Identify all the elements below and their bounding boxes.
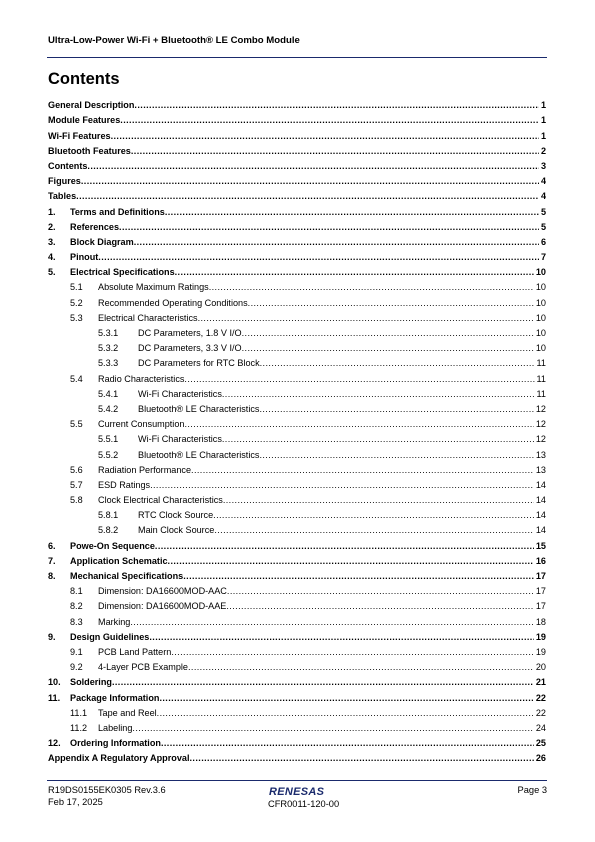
toc-entry[interactable]	[48, 400, 546, 415]
toc-entry-label: Electrical Specifications	[70, 267, 175, 278]
toc-entry-number: 8.2	[70, 601, 83, 612]
toc-entry-page: 10	[535, 267, 546, 278]
toc-entry-number: 2.	[48, 221, 56, 232]
toc-entry-page: 21	[535, 677, 546, 688]
toc-entry-label: Pinout	[70, 252, 99, 263]
toc-entry-label: Soldering	[70, 677, 112, 688]
toc-entry-page: 22	[535, 707, 546, 718]
toc-entry[interactable]	[48, 643, 546, 658]
toc-entry[interactable]	[48, 491, 546, 506]
toc-entry-number: 5.8	[70, 495, 83, 506]
toc-entry-page: 14	[535, 495, 546, 506]
toc-entry-label: DC Parameters for RTC Block	[138, 358, 260, 369]
toc-entry-page: 17	[535, 571, 546, 581]
toc-entry-label: Block Diagram	[70, 236, 134, 247]
toc-leader-dots	[214, 525, 534, 536]
toc-leader-dots	[184, 419, 533, 430]
toc-entry-label: Figures	[48, 176, 81, 187]
toc-entry-number: 11.1	[70, 707, 88, 718]
toc-entry-page: 14	[535, 525, 546, 536]
toc-entry-page: 5	[540, 206, 546, 217]
toc-leader-dots	[134, 100, 539, 111]
toc-entry[interactable]	[48, 430, 546, 445]
toc-entry-label: Bluetooth® LE Characteristics	[138, 403, 260, 414]
toc-leader-dots	[184, 374, 534, 385]
toc-entry[interactable]	[48, 461, 546, 476]
toc-entry-number: 6.	[48, 540, 56, 551]
toc-entry-label: Wi-Fi Characteristics	[138, 388, 222, 399]
toc-entry[interactable]	[48, 278, 546, 293]
table-of-contents	[48, 96, 546, 764]
toc-entry-number: 5.2	[70, 297, 83, 308]
toc-entry-page: 7	[540, 252, 546, 263]
toc-entry-page: 12	[535, 403, 546, 414]
toc-entry[interactable]	[48, 126, 546, 141]
toc-leader-dots	[191, 465, 534, 476]
toc-entry-page: 19	[535, 631, 546, 642]
toc-entry-number: 5.5	[70, 419, 83, 430]
toc-entry-label: Application Schematic	[70, 555, 168, 566]
toc-entry-page: 10	[535, 328, 546, 338]
toc-entry[interactable]	[48, 552, 546, 567]
toc-entry[interactable]	[48, 476, 546, 491]
toc-entry[interactable]	[48, 734, 546, 749]
toc-entry-number: 5.5.1	[98, 434, 119, 445]
toc-entry-page: 1	[540, 115, 546, 126]
toc-entry-number: 5.3	[70, 312, 83, 323]
toc-leader-dots	[209, 282, 534, 293]
toc-leader-dots	[149, 632, 534, 643]
toc-leader-dots	[175, 267, 534, 278]
toc-leader-dots	[222, 389, 535, 400]
toc-entry-number: 8.	[48, 571, 56, 581]
toc-leader-dots	[161, 738, 534, 749]
toc-leader-dots	[189, 753, 533, 764]
toc-entry-page: 6	[540, 236, 546, 247]
toc-entry[interactable]	[48, 187, 546, 202]
toc-entry[interactable]	[48, 415, 546, 430]
toc-entry-label: Clock Electrical Characteristics	[98, 495, 223, 506]
toc-leader-dots	[119, 222, 539, 233]
toc-entry-label: Wi-Fi Characteristics	[138, 434, 222, 445]
toc-entry-page: 19	[535, 646, 546, 657]
toc-entry-label: Module Features	[48, 115, 121, 126]
toc-entry-page: 26	[535, 753, 546, 764]
toc-entry-label: Tables	[48, 191, 77, 202]
toc-leader-dots	[155, 541, 534, 552]
toc-entry[interactable]	[48, 142, 546, 157]
toc-entry-label: Tape and Reel	[98, 707, 157, 718]
toc-entry[interactable]	[48, 597, 546, 612]
toc-entry-page: 14	[535, 510, 546, 521]
toc-entry[interactable]	[48, 309, 546, 324]
toc-entry-number: 5.3.1	[98, 328, 119, 338]
toc-entry-label: General Description	[48, 100, 135, 111]
toc-entry[interactable]	[48, 172, 546, 187]
toc-entry[interactable]	[48, 96, 546, 111]
toc-leader-dots	[165, 207, 539, 218]
toc-leader-dots	[131, 146, 539, 157]
toc-entry-number: 12.	[48, 738, 61, 749]
toc-entry[interactable]	[48, 628, 546, 643]
toc-entry-label: Marking	[98, 616, 131, 627]
toc-entry-label: Absolute Maximum Ratings	[98, 282, 209, 293]
toc-entry[interactable]	[48, 339, 546, 354]
toc-entry-page: 16	[535, 555, 546, 566]
toc-entry-page: 11	[536, 358, 546, 369]
footer-form-code: CFR0011-120-00	[268, 799, 340, 809]
toc-entry-number: 5.6	[70, 464, 83, 475]
toc-entry[interactable]	[48, 658, 546, 673]
renesas-logo	[265, 784, 345, 798]
toc-entry-label: Dimension: DA16600MOD-AAE	[98, 601, 227, 612]
toc-entry-page: 22	[535, 692, 546, 703]
toc-entry[interactable]	[48, 536, 546, 551]
toc-entry[interactable]	[48, 445, 546, 460]
toc-entry-page: 17	[535, 601, 546, 612]
toc-entry-number: 5.5.2	[98, 449, 119, 460]
toc-entry-number: 5.4.2	[98, 403, 119, 414]
toc-leader-dots	[259, 404, 533, 415]
toc-entry[interactable]	[48, 218, 546, 233]
toc-entry[interactable]	[48, 704, 546, 719]
toc-leader-dots	[183, 571, 534, 582]
toc-leader-dots	[226, 601, 534, 612]
toc-entry-label: Appendix A Regulatory Approval	[48, 753, 190, 764]
toc-entry[interactable]	[48, 582, 546, 597]
toc-leader-dots	[171, 647, 534, 658]
toc-entry-label: Electrical Characteristics	[98, 312, 198, 323]
toc-entry-number: 5.8.1	[98, 510, 119, 521]
toc-entry-page: 12	[535, 419, 546, 430]
toc-entry-label: Bluetooth Features	[48, 145, 131, 156]
footer-doc-number: R19DS0155EK0305 Rev.3.6	[48, 785, 166, 795]
toc-entry[interactable]	[48, 324, 546, 339]
running-header: Ultra-Low-Power Wi-Fi + Bluetooth® LE Combo Module	[48, 35, 300, 46]
toc-entry-page: 10	[535, 282, 546, 293]
toc-entry[interactable]	[48, 111, 546, 126]
header-rule	[47, 57, 547, 58]
toc-leader-dots	[112, 677, 534, 688]
toc-entry-label: Labeling	[98, 722, 133, 733]
toc-entry-label: Bluetooth® LE Characteristics	[138, 449, 260, 460]
toc-entry[interactable]	[48, 506, 546, 521]
toc-leader-dots	[130, 617, 534, 628]
toc-entry-label: RTC Clock Source	[138, 510, 214, 521]
toc-entry-label: Dimension: DA16600MOD-AAC	[98, 586, 227, 597]
toc-entry-number: 5.3.3	[98, 358, 119, 369]
toc-entry[interactable]	[48, 233, 546, 248]
toc-entry-page: 10	[535, 312, 546, 323]
toc-entry-number: 4.	[48, 252, 56, 263]
toc-entry-number: 10.	[48, 677, 61, 688]
toc-entry-number: 9.1	[70, 646, 83, 657]
toc-entry-number: 5.4	[70, 373, 83, 384]
toc-entry[interactable]	[48, 248, 546, 263]
toc-leader-dots	[81, 176, 539, 187]
toc-leader-dots	[132, 723, 533, 734]
toc-entry[interactable]	[48, 688, 546, 703]
toc-entry-label: Ordering Information	[70, 738, 161, 749]
toc-entry-label: References	[70, 221, 120, 232]
toc-entry-label: Radiation Performance	[98, 464, 192, 475]
toc-entry-page: 2	[540, 145, 546, 156]
renesas-logo-text: RENESAS	[269, 786, 325, 798]
toc-entry-number: 3.	[48, 236, 56, 247]
toc-leader-dots	[157, 708, 534, 719]
toc-entry-label: 4-Layer PCB Example	[98, 662, 188, 673]
toc-leader-dots	[120, 115, 539, 126]
toc-entry-page: 25	[535, 738, 546, 749]
toc-entry-label: ESD Ratings	[98, 479, 151, 490]
toc-entry-number: 8.1	[70, 586, 83, 597]
toc-entry[interactable]	[48, 293, 546, 308]
toc-leader-dots	[168, 556, 534, 567]
toc-entry[interactable]	[48, 369, 546, 384]
toc-entry-page: 24	[535, 722, 546, 733]
toc-leader-dots	[188, 662, 534, 673]
footer-page-number: Page 3	[517, 785, 547, 795]
toc-entry-page: 15	[535, 540, 546, 551]
toc-leader-dots	[227, 586, 534, 597]
toc-leader-dots	[111, 131, 539, 142]
toc-entry-number: 9.	[48, 631, 56, 642]
toc-entry[interactable]	[48, 157, 546, 172]
footer-date: Feb 17, 2025	[48, 797, 103, 807]
toc-entry-label: Recommended Operating Conditions	[98, 297, 248, 308]
toc-leader-dots	[159, 693, 533, 704]
toc-leader-dots	[223, 495, 534, 506]
toc-entry-page: 11	[536, 388, 546, 399]
toc-entry-number: 1.	[48, 206, 56, 217]
toc-entry-page: 1	[540, 130, 546, 141]
toc-entry-label: DC Parameters, 3.3 V I/O	[138, 343, 242, 354]
toc-entry-label: Current Consumption	[98, 419, 185, 430]
toc-entry-label: Main Clock Source	[138, 525, 215, 536]
toc-entry[interactable]	[48, 673, 546, 688]
toc-entry-label: Radio Characteristics	[98, 373, 185, 384]
toc-entry-page: 3	[540, 160, 546, 171]
toc-entry-number: 8.3	[70, 616, 83, 627]
toc-entry-label: Design Guidelines	[70, 631, 150, 642]
toc-leader-dots	[222, 434, 534, 445]
toc-entry-page: 18	[535, 616, 546, 627]
toc-leader-dots	[248, 298, 534, 309]
toc-entry-page: 12	[535, 434, 546, 445]
toc-leader-dots	[260, 358, 535, 369]
toc-leader-dots	[213, 510, 534, 521]
toc-leader-dots	[98, 252, 539, 263]
toc-leader-dots	[87, 161, 539, 172]
toc-entry-page: 14	[535, 479, 546, 490]
toc-entry-label: PCB Land Pattern	[98, 646, 172, 657]
toc-entry-number: 5.1	[70, 282, 83, 293]
footer-rule	[47, 780, 547, 781]
toc-entry-label: Powe-On Sequence	[70, 540, 155, 551]
toc-entry[interactable]	[48, 749, 546, 764]
toc-entry-label: Terms and Definitions	[70, 206, 165, 217]
toc-entry-page: 4	[540, 176, 546, 187]
toc-entry-page: 11	[536, 373, 546, 384]
toc-entry-label: Package Information	[70, 692, 160, 703]
toc-entry[interactable]	[48, 719, 546, 734]
toc-leader-dots	[259, 450, 533, 461]
page-title: Contents	[48, 70, 120, 88]
toc-leader-dots	[242, 343, 534, 354]
toc-entry-page: 20	[535, 662, 546, 673]
toc-entry-number: 5.4.1	[98, 388, 119, 399]
toc-entry-number: 5.	[48, 267, 56, 278]
toc-entry-page: 13	[535, 449, 546, 460]
toc-entry-number: 11.2	[70, 722, 88, 733]
toc-leader-dots	[150, 480, 534, 491]
toc-entry[interactable]	[48, 354, 546, 369]
toc-leader-dots	[198, 313, 534, 324]
toc-entry-number: 5.7	[70, 479, 83, 490]
toc-leader-dots	[242, 328, 534, 339]
toc-entry[interactable]	[48, 263, 546, 278]
toc-entry-label: Mechanical Specifications	[70, 571, 184, 581]
toc-entry-page: 4	[540, 191, 546, 202]
toc-entry[interactable]	[48, 567, 546, 582]
toc-entry-number: 11.	[48, 692, 61, 703]
toc-entry-label: Contents	[48, 160, 88, 171]
toc-entry-label: DC Parameters, 1.8 V I/O	[138, 328, 242, 338]
toc-entry-number: 5.3.2	[98, 343, 119, 354]
toc-entry[interactable]	[48, 521, 546, 536]
toc-entry[interactable]	[48, 612, 546, 627]
toc-entry-page: 10	[535, 297, 546, 308]
toc-entry-page: 17	[535, 586, 546, 597]
toc-entry-number: 7.	[48, 555, 56, 566]
toc-entry-label: Wi-Fi Features	[48, 130, 111, 141]
toc-entry-page: 10	[535, 343, 546, 354]
toc-leader-dots	[76, 191, 539, 202]
toc-entry-page: 1	[540, 100, 546, 111]
toc-entry-number: 9.2	[70, 662, 83, 673]
toc-entry[interactable]	[48, 385, 546, 400]
toc-leader-dots	[134, 237, 539, 248]
toc-entry-page: 5	[540, 221, 546, 232]
toc-entry-number: 5.8.2	[98, 525, 119, 536]
toc-entry[interactable]	[48, 202, 546, 217]
toc-entry-page: 13	[535, 464, 546, 475]
